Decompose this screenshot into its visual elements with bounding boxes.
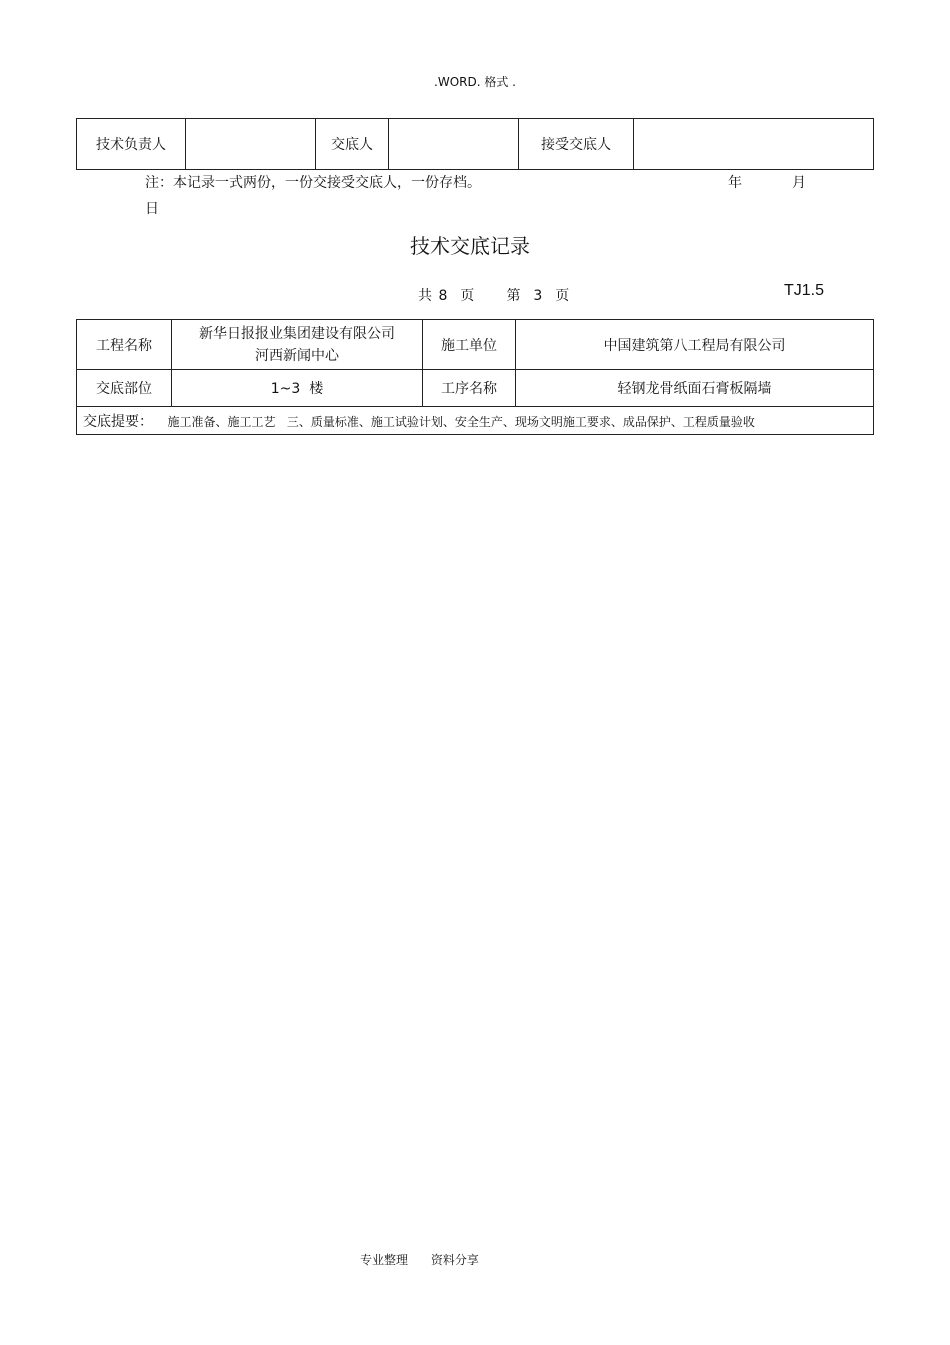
note-day: 日 [145, 201, 159, 217]
construction-unit-value: 中国建筑第八工程局有限公司 [516, 320, 874, 370]
summary-row [77, 407, 874, 435]
record-note: 注：本记录一式两份，一份交接受交底人，一份存档。 [145, 175, 481, 191]
footer-note: 专业整理 资料分享 [360, 1253, 479, 1267]
header-note: .WORD. 格式 . [434, 75, 516, 89]
receiver-field[interactable] [634, 119, 874, 170]
tech-lead-label: 技术负责人 [77, 119, 186, 170]
discloser-label: 交底人 [316, 119, 389, 170]
summary-label: 交底提要： [83, 413, 153, 430]
project-name-line-2: 河西新闻中心 [255, 347, 339, 364]
project-name-label: 工程名称 [77, 320, 172, 370]
project-name-line-1: 新华日报报业集团建设有限公司 [199, 325, 395, 342]
page-title: 技术交底记录 [410, 234, 530, 258]
project-name-value [172, 320, 423, 370]
note-year: 年 [728, 175, 742, 191]
process-label: 工序名称 [423, 370, 516, 407]
form-code: TJ1.5 [784, 282, 825, 299]
process-value: 轻钢龙骨纸面石膏板隔墙 [516, 370, 874, 407]
construction-unit-label: 施工单位 [423, 320, 516, 370]
receiver-label: 接受交底人 [519, 119, 634, 170]
note-month: 月 [792, 175, 806, 191]
discloser-field[interactable] [389, 119, 519, 170]
summary-value: 施工准备、施工工艺 三、质量标准、施工试验计划、安全生产、现场文明施工要求、成品保护、工程质量验收 [167, 414, 755, 429]
tech-lead-field[interactable] [186, 119, 316, 170]
disclosure-table [76, 319, 874, 435]
pagination: 共 8 页 第 3 页 [418, 288, 570, 304]
location-value: 1~3 楼 [172, 370, 423, 407]
location-label: 交底部位 [77, 370, 172, 407]
signature-table [76, 118, 874, 170]
